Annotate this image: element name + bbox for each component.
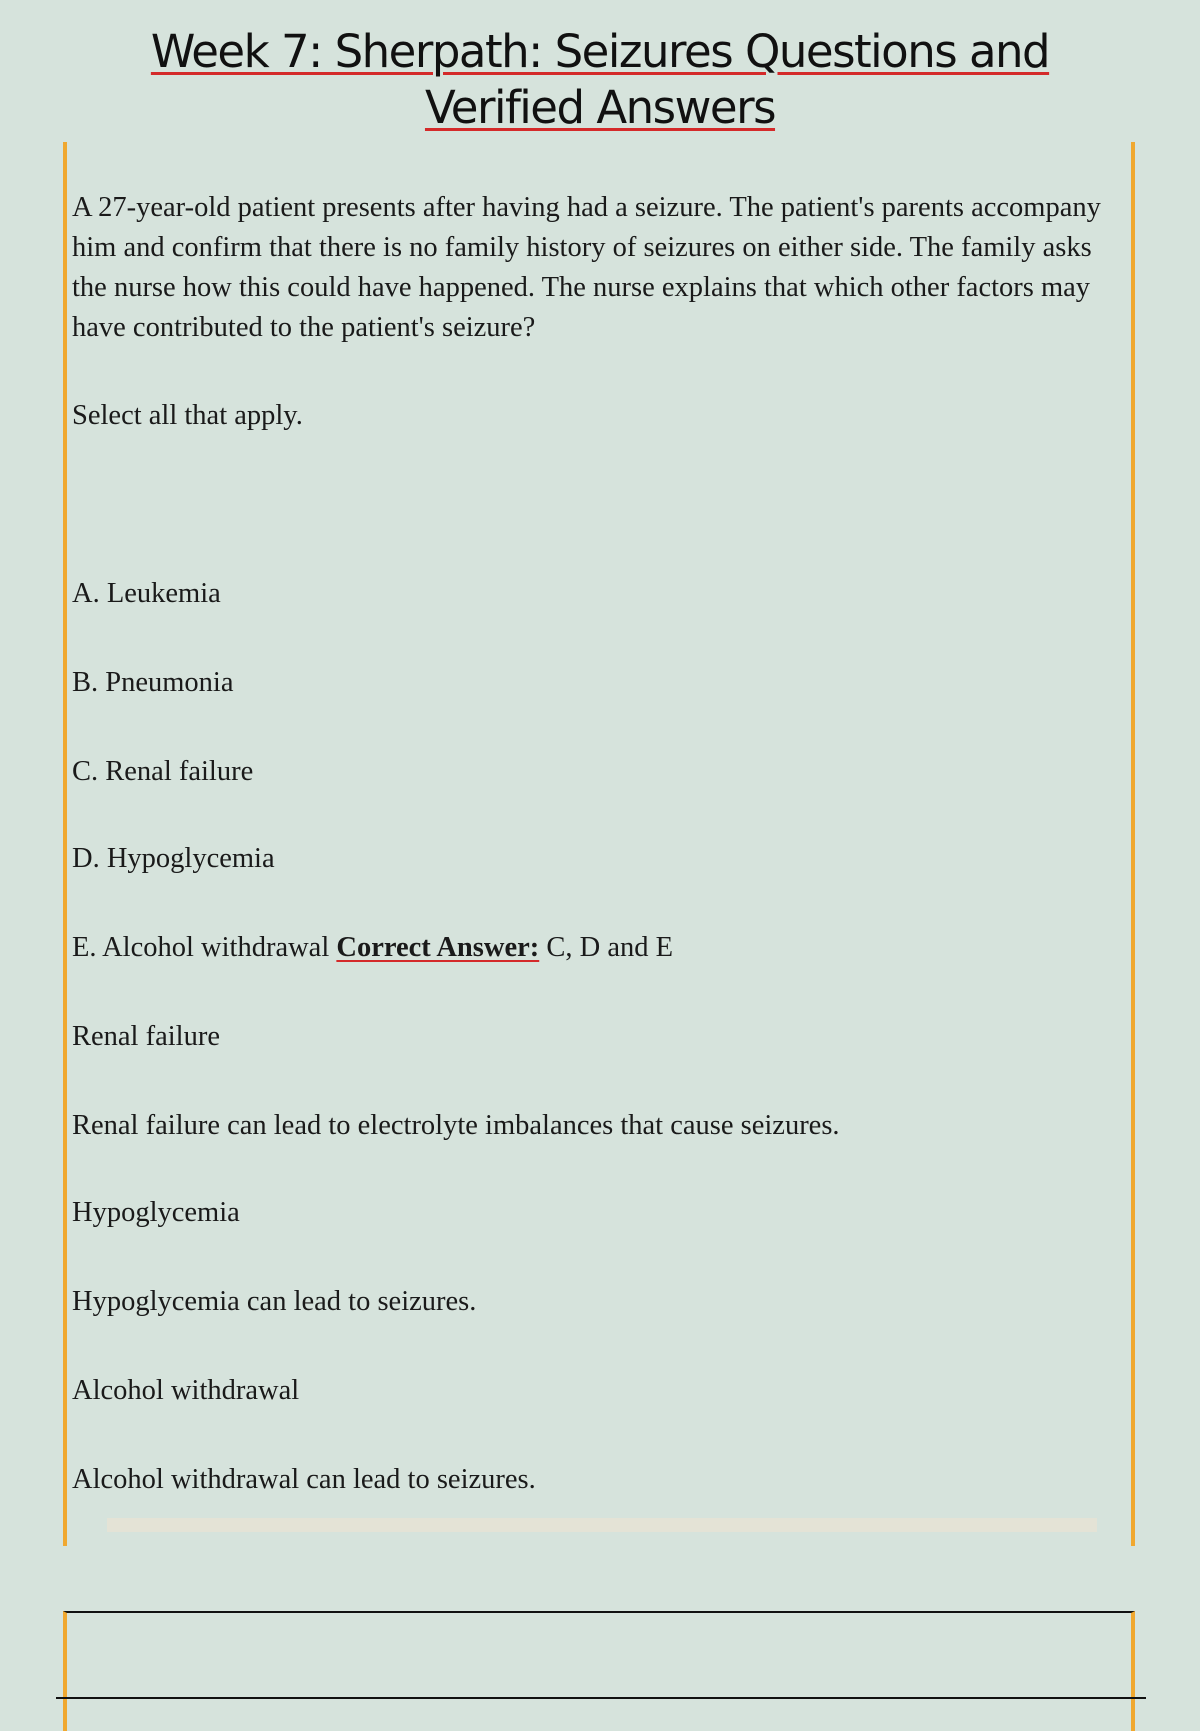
- title-line-1: Week 7: Sherpath: Seizures Questions and: [150, 25, 1050, 78]
- rationale-heading-renal: Renal failure: [72, 1021, 220, 1052]
- option-b: B. Pneumonia: [72, 667, 234, 698]
- rationale-text-hypoglycemia: Hypoglycemia can lead to seizures.: [72, 1286, 477, 1317]
- option-d: D. Hypoglycemia: [72, 843, 275, 874]
- option-c: C. Renal failure: [72, 756, 254, 787]
- rationale-text-alcohol: Alcohol withdrawal can lead to seizures.: [72, 1464, 536, 1495]
- select-instruction: Select all that apply.: [72, 400, 303, 431]
- correct-answer-value: C, D and E: [546, 932, 674, 963]
- option-e-line: [72, 928, 673, 968]
- rationale-heading-alcohol: Alcohol withdrawal: [72, 1375, 300, 1406]
- question-stem: A 27-year-old patient presents after having had a seizure. The patient's parents accompany him and confirm that there is no family history of seizures on either side. The family asks the nurse how this could have happened. The nurse explains that which other factors may have contributed to the patient's seizure?: [72, 192, 1101, 343]
- option-a: A. Leukemia: [72, 578, 221, 609]
- document-title: [0, 24, 1200, 136]
- rationale-text-renal: Renal failure can lead to electrolyte imbalances that cause seizures.: [72, 1110, 840, 1141]
- title-line-2: Verified Answers: [424, 81, 776, 134]
- correct-answer-label: Correct Answer:: [336, 932, 540, 963]
- card-footer-band: [107, 1518, 1097, 1532]
- option-e: E. Alcohol withdrawal: [72, 932, 330, 963]
- rationale-heading-hypoglycemia: Hypoglycemia: [72, 1197, 240, 1228]
- question-card: [63, 142, 1135, 1546]
- page-bottom-rule: [56, 1697, 1146, 1699]
- next-question-card: [63, 1611, 1135, 1731]
